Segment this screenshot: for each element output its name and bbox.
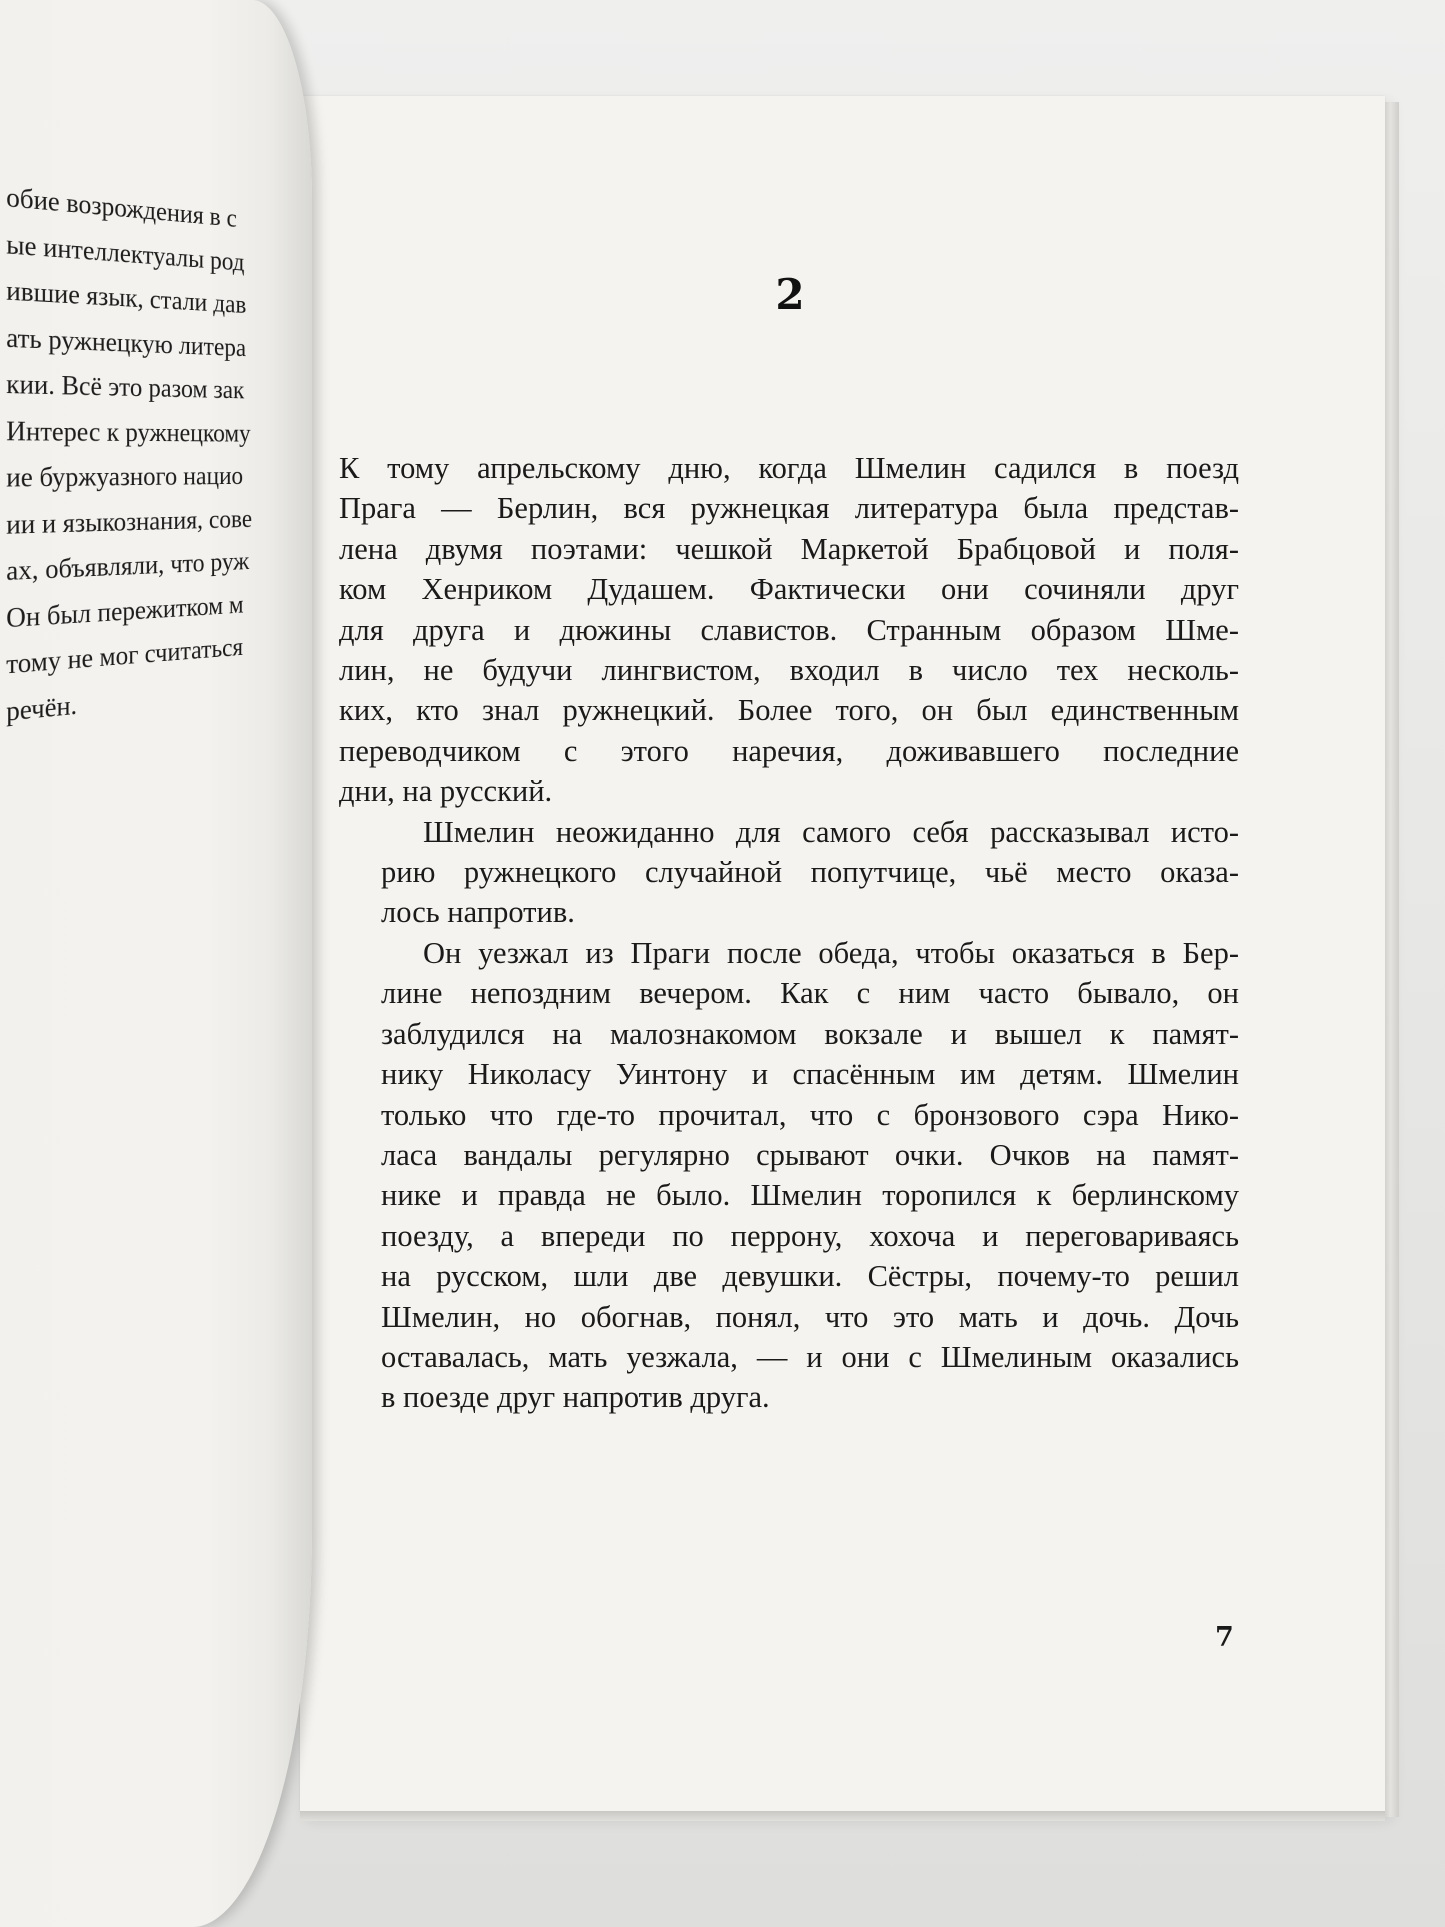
text-line: Шмелин неожиданно для самого себя рассказывал исто- <box>423 814 1239 849</box>
text-line: на русском, шли две девушки. Сёстры, почему-то решил <box>381 1259 1239 1294</box>
text-line: лена двумя поэтами: чешкой Маркетой Брабцовой и поля- <box>339 531 1239 566</box>
text-line: в поезде друг напротив друга. <box>381 1380 770 1415</box>
text-line: ком Хенриком Дудашем. Фактически они сочиняли друг <box>339 572 1239 607</box>
text-line: К тому апрельскому дню, когда Шмелин садился в поезд <box>339 451 1239 485</box>
text-line: Шмелин, но обогнав, понял, что это мать и дочь. Дочь <box>381 1299 1239 1334</box>
left-page-line: тому не мог считаться <box>6 632 244 681</box>
paragraph <box>339 812 1239 933</box>
left-page-line: ившие язык, стали дав <box>6 274 247 320</box>
paragraph <box>339 448 1239 812</box>
text-line: лось напротив. <box>381 895 575 930</box>
text-line: лине непоздним вечером. Как с ним часто бывало, он <box>381 976 1239 1011</box>
text-line: нику Николасу Уинтону и спасённым им детям. Шмелин <box>381 1057 1239 1092</box>
left-page-line: Интерес к ружнецкому <box>6 415 251 448</box>
text-line: рию ружнецкого случайной попутчице, чьё место оказа- <box>381 855 1239 890</box>
text-line: переводчиком с этого наречия, доживавшего последние <box>339 733 1239 768</box>
text-line: нике и правда не было. Шмелин торопился к берлинскому <box>381 1178 1239 1213</box>
left-page-line: Он был пережитком м <box>6 589 244 634</box>
page-stack-edge <box>1385 102 1399 1817</box>
text-line: только что где-то прочитал, что с бронзового сэра Нико- <box>381 1097 1239 1132</box>
text-line: оставалась, мать уезжала, — и они с Шмелиным оказались <box>381 1339 1239 1374</box>
text-line: дни, на русский. <box>339 774 553 809</box>
left-page-line: кии. Всё это разом зак <box>6 368 245 405</box>
paragraph <box>339 933 1239 1418</box>
left-page-line: речён. <box>6 689 78 727</box>
left-page-text <box>0 170 312 740</box>
text-line: лин, не будучи лингвистом, входил в число тех несколь- <box>339 653 1239 688</box>
left-page-line: ать ружнецкую литера <box>6 321 247 362</box>
left-page-line: ии и языкознания, сове <box>6 503 252 541</box>
left-page-line: обие возрождения в с <box>6 181 237 234</box>
left-page-line: ие буржуазного нацио <box>6 461 244 494</box>
text-line: для друга и дюжины славистов. Странным образом Шме- <box>339 612 1239 647</box>
chapter-number: 2 <box>775 270 805 319</box>
text-line: Прага — Берлин, вся ружнецкая литература была представ- <box>339 491 1239 526</box>
text-line: ласа вандалы регулярно срывают очки. Очков на памят- <box>381 1137 1239 1172</box>
text-line: поезду, а впереди по перрону, хохоча и переговариваясь <box>381 1218 1239 1253</box>
chapter-body <box>339 448 1239 1418</box>
text-line: Он уезжал из Праги после обеда, чтобы оказаться в Бер- <box>423 935 1239 970</box>
left-page-line: ах, объявляли, что руж <box>6 546 250 587</box>
text-line: заблудился на малознакомом вокзале и вышел к памят- <box>381 1016 1239 1051</box>
page-bottom-edge <box>300 1811 1385 1821</box>
page-number: 7 <box>1215 1622 1234 1653</box>
text-line: ких, кто знал ружнецкий. Более того, он был единственным <box>339 693 1239 728</box>
left-page-line: ые интеллектуалы род <box>6 228 245 277</box>
